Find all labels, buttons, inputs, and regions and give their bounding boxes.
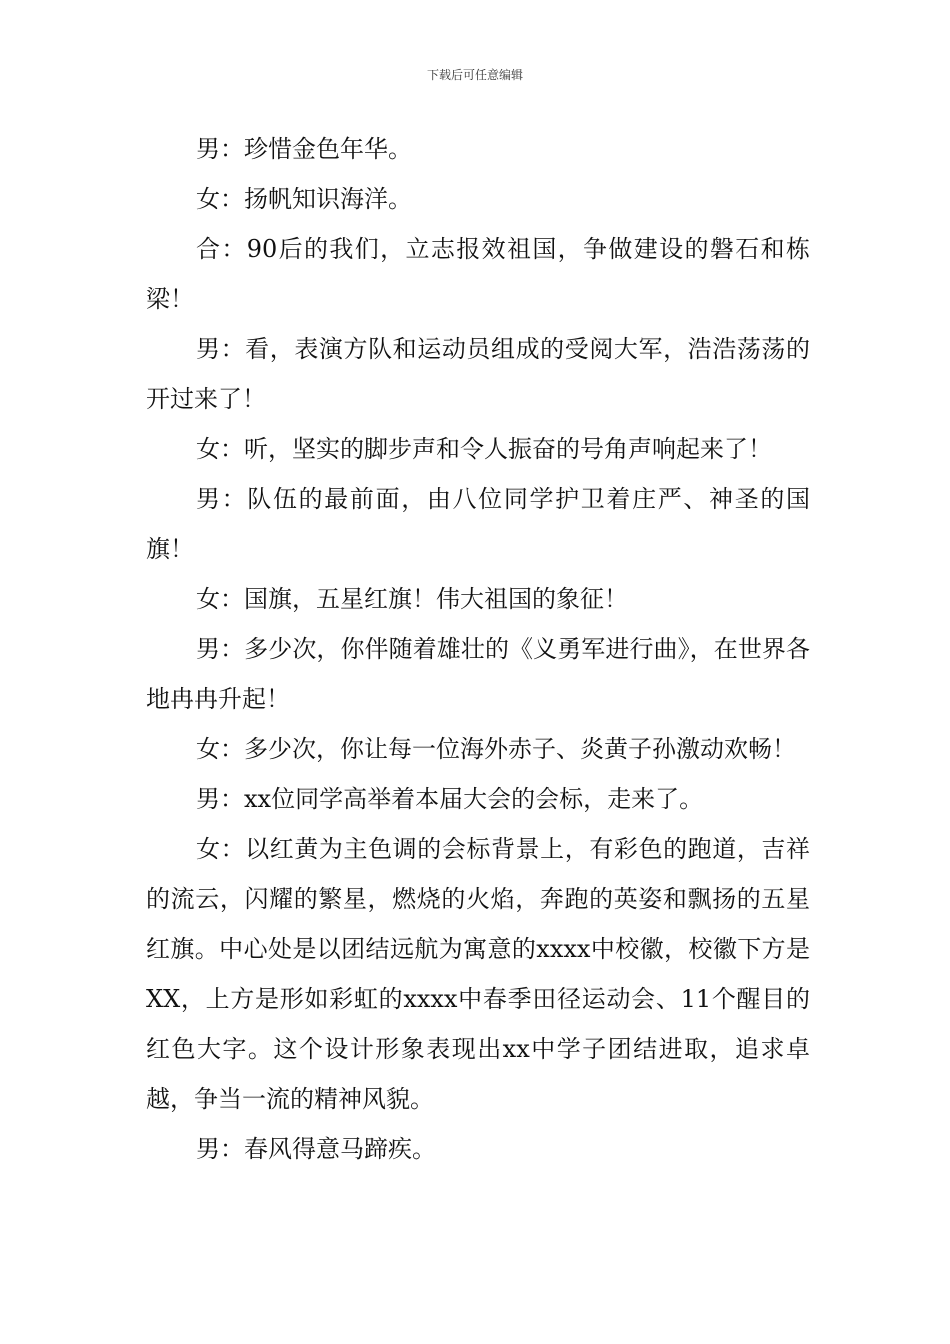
paragraph: 女：多少次，你让每一位海外赤子、炎黄子孙激动欢畅！ <box>196 735 796 763</box>
paragraph: 女：国旗，五星红旗！伟大祖国的象征！ <box>196 585 628 613</box>
paragraph: 女：扬帆知识海洋。 <box>196 185 412 213</box>
paragraph: 男：队伍的最前面，由八位同学护卫着庄严、神圣的国旗！ <box>146 485 810 563</box>
paragraph: 男：珍惜金色年华。 <box>196 135 412 163</box>
paragraph: 男：春风得意马蹄疾。 <box>196 1135 436 1163</box>
document-body <box>146 124 810 1174</box>
paragraph: 男：多少次，你伴随着雄壮的《义勇军进行曲》，在世界各地冉冉升起！ <box>146 635 810 713</box>
paragraph: 男：看，表演方队和运动员组成的受阅大军，浩浩荡荡的开过来了！ <box>146 335 810 413</box>
paragraph: 女：以红黄为主色调的会标背景上，有彩色的跑道，吉祥的流云，闪耀的繁星，燃烧的火焰，奔跑的英姿和飘扬的五星红旗。中心处是以团结远航为寓意的xxxx中校徽，校徽下方是XX，上方是形如彩虹的xxxx中春季田径运动会、11个醒目的红色大字。这个设计形象表现出xx中学子团结进取，追求卓越，争当一流的精神风貌。 <box>146 835 810 1113</box>
paragraph: 男：xx位同学高举着本届大会的会标，走来了。 <box>196 785 704 813</box>
page-header: 下载后可任意编辑 <box>426 68 523 82</box>
paragraph: 女：听，坚实的脚步声和令人振奋的号角声响起来了！ <box>196 435 772 463</box>
paragraph: 合：90后的我们，立志报效祖国，争做建设的磐石和栋梁！ <box>146 235 810 313</box>
